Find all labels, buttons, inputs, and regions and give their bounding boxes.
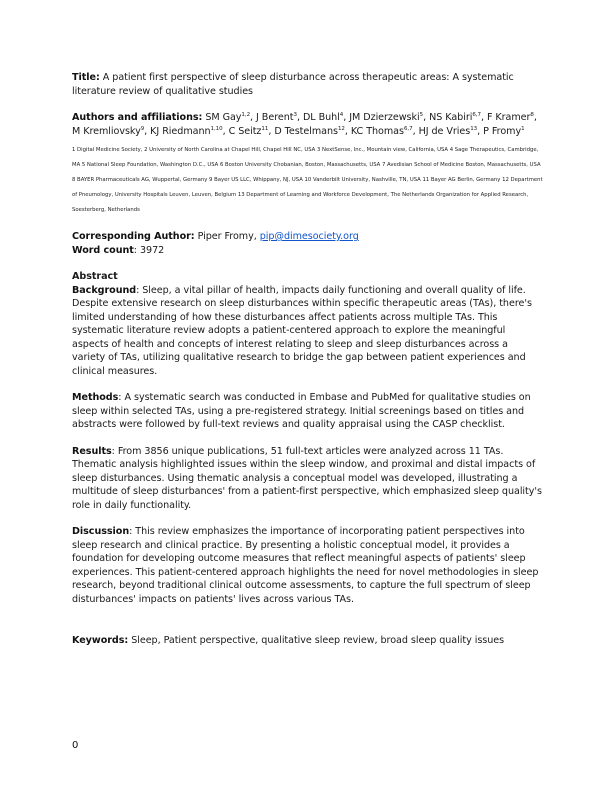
author-name: KC Thomas bbox=[350, 125, 404, 137]
author-affiliation-sup: 8 bbox=[530, 112, 534, 118]
author-affiliation-sup: 5 bbox=[419, 112, 424, 118]
abstract-heading: Abstract bbox=[72, 271, 118, 282]
author-name: C Seitz bbox=[228, 125, 262, 137]
corresponding-label: Corresponding Author: bbox=[72, 231, 195, 242]
discussion-text: : This review emphasizes the importance of incorporating patient perspectives into sleep research and clinical practice. By presenting a holistic conceptual model, it provides a foundation for developing outcome measures that reflect meaningful aspects of patients' sleep experiences. This patient-centered approach highlights the need for novel methodologies in sleep research, beyond traditional clinical outcome assessments, to capture the full spectrum of sleep disturbances' impacts on patients' lives across various TAs. bbox=[72, 526, 539, 605]
author-name: DL Buhl bbox=[302, 112, 340, 123]
author-name: NS Kabiri bbox=[429, 112, 473, 123]
background-label: Background bbox=[72, 284, 137, 296]
abstract-methods bbox=[72, 391, 544, 432]
keywords bbox=[72, 634, 544, 648]
author-name: SM Gay bbox=[205, 112, 242, 123]
authors-paragraph bbox=[72, 111, 544, 138]
author-affiliation-sup: 12 bbox=[337, 125, 345, 132]
discussion-label: Discussion bbox=[72, 526, 130, 537]
author-name: J Berent bbox=[256, 112, 294, 123]
keywords-label: Keywords: bbox=[72, 635, 129, 646]
author-affiliation-sup: 3 bbox=[293, 112, 297, 118]
word-count bbox=[72, 244, 544, 258]
title-paragraph bbox=[72, 71, 544, 98]
document-page bbox=[72, 71, 544, 648]
page-number: 0 bbox=[72, 740, 79, 751]
author-name: M Kremliovsky bbox=[72, 125, 141, 137]
results-text: : From 3856 unique publications, 51 full-text articles were analyzed across 11 TAs. Thematic analysis highlighted issues within the sleep window, and proximal and distal impacts of sleep disturbances. Using thematic analysis a conceptual model was developed, illustrating a multitude of sleep disturbances' from a patient-first perspective, which emphasized sleep quality's role in daily functionality. bbox=[72, 445, 542, 511]
authors-label: Authors and affiliations: bbox=[72, 112, 203, 123]
author-affiliation-sup: 9 bbox=[140, 125, 145, 132]
word-count-label: Word count bbox=[72, 244, 134, 256]
corresponding-email-link[interactable]: pip@dimesociety.org bbox=[259, 231, 359, 242]
authors-list: SM Gay$^{1,2}$, J Berent$^3$, DL Buhl$^4$, JM Dzierzewski$^5$, NS Kabiri$^{6,7}$, F Kramer$^8$, M Kremliovsky$^9$, KJ Riedmann$^{1,10}$, C Seitz$^{11}$, D Testelmans$^{12}$, KC Thomas$^{6,7}$, HJ de Vries$^{13}$, P Fromy$^1$ bbox=[72, 112, 537, 137]
word-count-value: : 3972 bbox=[133, 244, 165, 256]
author-name: JM Dzierzewski bbox=[349, 112, 420, 123]
methods-text: : A systematic search was conducted in Embase and PubMed for qualitative studies on sleep within selected TAs, using a pre-registered strategy. Initial screenings based on titles and abstracts were followed by full-text reviews and quality appraisal using the CASP checklist. bbox=[72, 392, 531, 430]
corresponding-name: Piper Fromy, bbox=[197, 231, 257, 242]
methods-label: Methods bbox=[72, 392, 119, 403]
results-label: Results bbox=[72, 445, 112, 457]
author-name: P Fromy bbox=[483, 125, 522, 137]
abstract-results bbox=[72, 445, 544, 513]
abstract-background bbox=[72, 284, 544, 379]
author-affiliation-sup: 4 bbox=[339, 112, 344, 118]
author-name: HJ de Vries bbox=[418, 125, 471, 137]
author-name: F Kramer bbox=[486, 112, 531, 123]
author-name: KJ Riedmann bbox=[150, 125, 211, 137]
author-affiliation-sup: 1,2 bbox=[241, 112, 251, 118]
author-affiliation-sup: 6,7 bbox=[472, 112, 481, 118]
background-text: : Sleep, a vital pillar of health, impacts daily functioning and overall quality of life. Despite extensive research on sleep disturbances within specific therapeutic areas (TAs), there's limited understanding of how these disturbances affect patients across multiple TAs. This systematic literature review adopts a patient-centered approach to explore the meaningful aspects of health and concepts of interest relating to sleep and sleep disturbances across a variety of TAs, utilizing qualitative research to bridge the gap between patient experiences and clinical measures. bbox=[72, 284, 532, 377]
author-affiliation-sup: 6,7 bbox=[403, 125, 413, 132]
author-affiliation-sup: 13 bbox=[470, 125, 478, 132]
author-affiliation-sup: 1,10 bbox=[210, 125, 223, 132]
abstract-discussion bbox=[72, 525, 544, 606]
title-text: A patient first perspective of sleep disturbance across therapeutic areas: A systematic literature review of qualitative studies bbox=[72, 72, 514, 97]
author-affiliation-sup: 1 bbox=[521, 125, 525, 132]
corresponding-author bbox=[72, 230, 544, 244]
author-affiliation-sup: 11 bbox=[261, 125, 269, 132]
keywords-text: Sleep, Patient perspective, qualitative sleep review, broad sleep quality issues bbox=[131, 635, 505, 646]
author-name: D Testelmans bbox=[274, 125, 338, 137]
affiliations: 1 Digital Medicine Society, 2 University of North Carolina at Chapel Hill, Chapel Hill NC, USA 3 NextSense, Inc., Mountain view, California, USA 4 Sage Therapeutics, Cambridge, MA 5 National Sleep Foundation, Washington D.C., USA 6 Boston University Chobanian, Boston, Massachusetts, USA 7 Avedisian School of Medicine Boston, Massachusetts, USA 8 BAYER Pharmaceuticals AG, Wuppertal, Germany 9 Bayer US LLC, Whippany, NJ, USA 10 Vanderbilt University, Nashville, TN, USA 11 Bayer AG Berlin, Germany 12 Department of Pneumology, University Hospitals Leuven, Leuven, Belgium 13 Department of Learning and Workforce Development, The Netherlands Organization for Applied Research, Soesterberg, Netherlands bbox=[72, 147, 543, 213]
title-label: Title: bbox=[72, 72, 100, 83]
